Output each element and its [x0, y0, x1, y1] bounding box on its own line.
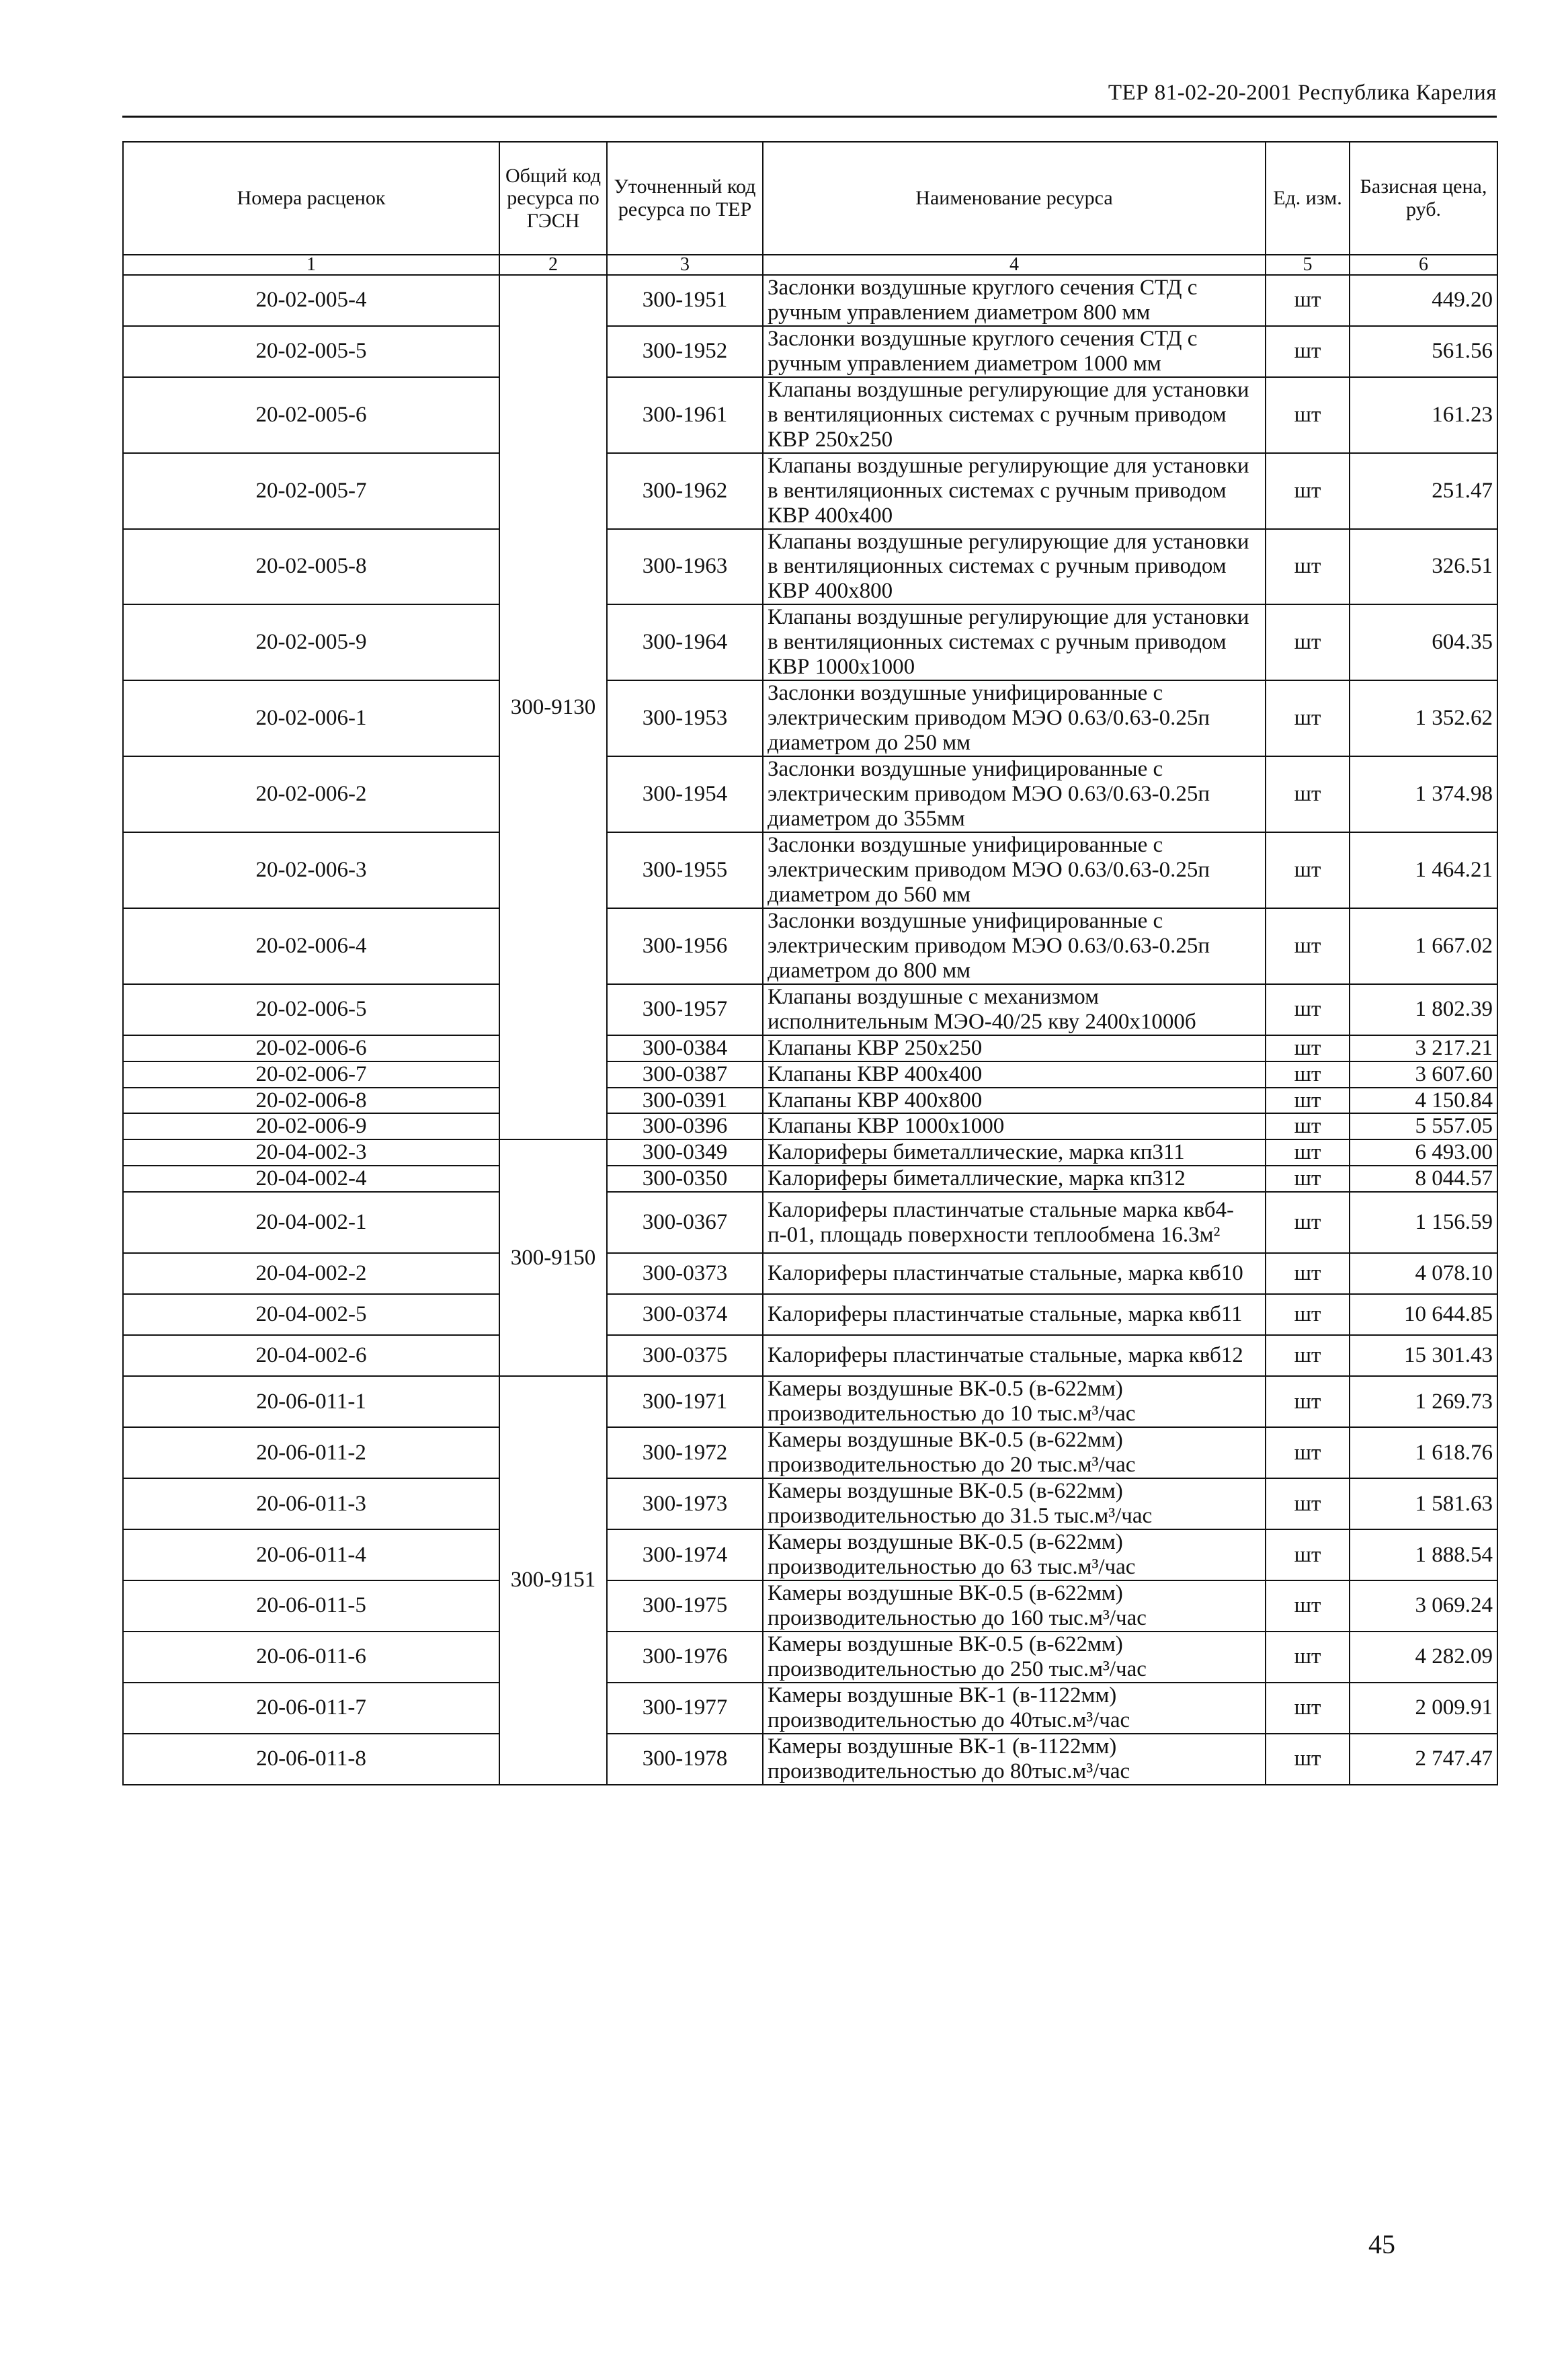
- table-row: [123, 1139, 1497, 1166]
- rate-number: 20-04-002-5: [123, 1294, 499, 1335]
- unit: шт: [1266, 1376, 1350, 1427]
- resource-name: Клапаны воздушные регулирующие для установки в вентиляционных системах с ручным приводом КВР 1000х1000: [763, 604, 1266, 680]
- table-row: [123, 1035, 1497, 1061]
- unit: шт: [1266, 275, 1350, 326]
- rate-number: 20-02-006-6: [123, 1035, 499, 1061]
- header-general-code: Общий код ресурса по ГЭСН: [499, 142, 607, 255]
- specified-resource-code: 300-0374: [607, 1294, 763, 1335]
- specified-resource-code: 300-1956: [607, 908, 763, 984]
- resource-name: Клапаны воздушные регулирующие для установки в вентиляционных системах с ручным приводом КВР 400х800: [763, 529, 1266, 605]
- unit: шт: [1266, 1253, 1350, 1294]
- table-row: [123, 1192, 1497, 1253]
- rate-number: 20-02-006-1: [123, 680, 499, 756]
- rate-number: 20-06-011-3: [123, 1478, 499, 1529]
- column-number: 1: [123, 255, 499, 275]
- unit: шт: [1266, 1632, 1350, 1683]
- resource-name: Камеры воздушные ВК-1 (в-1122мм) производительностью до 80тыс.м³/час: [763, 1734, 1266, 1785]
- table-row: [123, 1683, 1497, 1734]
- header-unit: Ед. изм.: [1266, 142, 1350, 255]
- table-row: [123, 1529, 1497, 1580]
- unit: шт: [1266, 1734, 1350, 1785]
- table-row: [123, 604, 1497, 680]
- header-base-price: Базисная цена, руб.: [1350, 142, 1497, 255]
- base-price: 3 217.21: [1350, 1035, 1497, 1061]
- table-row: [123, 1335, 1497, 1376]
- base-price: 3 069.24: [1350, 1580, 1497, 1632]
- rate-number: 20-06-011-8: [123, 1734, 499, 1785]
- table-row: [123, 832, 1497, 908]
- specified-resource-code: 300-1957: [607, 984, 763, 1035]
- resource-name: Калориферы пластинчатые стальные, марка квб11: [763, 1294, 1266, 1335]
- resource-name: Камеры воздушные ВК-0.5 (в-622мм) производительностью до 31.5 тыс.м³/час: [763, 1478, 1266, 1529]
- specified-resource-code: 300-1953: [607, 680, 763, 756]
- specified-resource-code: 300-1963: [607, 529, 763, 605]
- header-rate-numbers: Номера расценок: [123, 142, 499, 255]
- resource-name: Калориферы биметаллические, марка кп312: [763, 1166, 1266, 1192]
- base-price: 251.47: [1350, 453, 1497, 529]
- specified-resource-code: 300-0349: [607, 1139, 763, 1166]
- base-price: 604.35: [1350, 604, 1497, 680]
- unit: шт: [1266, 326, 1350, 377]
- specified-resource-code: 300-1975: [607, 1580, 763, 1632]
- rate-number: 20-04-002-4: [123, 1166, 499, 1192]
- resource-name: Клапаны КВР 400х400: [763, 1061, 1266, 1088]
- rate-number: 20-02-005-8: [123, 529, 499, 605]
- resource-name: Заслонки воздушные унифицированные с электрическим приводом МЭО 0.63/0.63-0.25п диаметром до 250 мм: [763, 680, 1266, 756]
- unit: шт: [1266, 756, 1350, 832]
- rate-number: 20-02-006-5: [123, 984, 499, 1035]
- specified-resource-code: 300-0391: [607, 1088, 763, 1114]
- specified-resource-code: 300-1952: [607, 326, 763, 377]
- base-price: 1 618.76: [1350, 1427, 1497, 1478]
- base-price: 1 156.59: [1350, 1192, 1497, 1253]
- running-header: ТЕР 81-02-20-2001 Республика Карелия: [1108, 81, 1497, 105]
- specified-resource-code: 300-1954: [607, 756, 763, 832]
- unit: шт: [1266, 984, 1350, 1035]
- unit: шт: [1266, 1192, 1350, 1253]
- rate-number: 20-06-011-2: [123, 1427, 499, 1478]
- table-row: [123, 1376, 1497, 1427]
- rate-number: 20-02-005-4: [123, 275, 499, 326]
- unit: шт: [1266, 680, 1350, 756]
- resource-name: Клапаны КВР 250х250: [763, 1035, 1266, 1061]
- rate-number: 20-02-006-8: [123, 1088, 499, 1114]
- base-price: 161.23: [1350, 377, 1497, 453]
- rate-number: 20-04-002-6: [123, 1335, 499, 1376]
- table-row: [123, 1166, 1497, 1192]
- base-price: 1 581.63: [1350, 1478, 1497, 1529]
- rate-number: 20-06-011-1: [123, 1376, 499, 1427]
- specified-resource-code: 300-0384: [607, 1035, 763, 1061]
- column-number-row: [123, 255, 1497, 275]
- table-row: [123, 275, 1497, 326]
- specified-resource-code: 300-1964: [607, 604, 763, 680]
- column-number: 5: [1266, 255, 1350, 275]
- header-resource-name: Наименование ресурса: [763, 142, 1266, 255]
- rate-number: 20-06-011-6: [123, 1632, 499, 1683]
- base-price: 2 747.47: [1350, 1734, 1497, 1785]
- resource-name: Заслонки воздушные круглого сечения СТД с ручным управлением диаметром 1000 мм: [763, 326, 1266, 377]
- table-row: [123, 1580, 1497, 1632]
- table-row: [123, 453, 1497, 529]
- table-row: [123, 984, 1497, 1035]
- table-row: [123, 1427, 1497, 1478]
- specified-resource-code: 300-0373: [607, 1253, 763, 1294]
- general-resource-code: 300-9130: [499, 275, 607, 1139]
- rate-number: 20-02-005-7: [123, 453, 499, 529]
- resource-price-table: [122, 141, 1498, 1785]
- base-price: 10 644.85: [1350, 1294, 1497, 1335]
- base-price: 4 078.10: [1350, 1253, 1497, 1294]
- resource-name: Калориферы пластинчатые стальные, марка квб10: [763, 1253, 1266, 1294]
- header-specified-code: Уточненный код ресурса по ТЕР: [607, 142, 763, 255]
- page-number: 45: [1368, 2229, 1395, 2259]
- rate-number: 20-04-002-1: [123, 1192, 499, 1253]
- specified-resource-code: 300-1974: [607, 1529, 763, 1580]
- unit: шт: [1266, 1139, 1350, 1166]
- specified-resource-code: 300-0396: [607, 1113, 763, 1139]
- general-resource-code: 300-9150: [499, 1139, 607, 1376]
- base-price: 1 464.21: [1350, 832, 1497, 908]
- specified-resource-code: 300-1961: [607, 377, 763, 453]
- table-row: [123, 1478, 1497, 1529]
- table-row: [123, 529, 1497, 605]
- base-price: 4 150.84: [1350, 1088, 1497, 1114]
- table-row: [123, 1253, 1497, 1294]
- rate-number: 20-06-011-7: [123, 1683, 499, 1734]
- unit: шт: [1266, 1478, 1350, 1529]
- unit: шт: [1266, 1580, 1350, 1632]
- specified-resource-code: 300-1976: [607, 1632, 763, 1683]
- base-price: 3 607.60: [1350, 1061, 1497, 1088]
- resource-name: Камеры воздушные ВК-0.5 (в-622мм) производительностью до 63 тыс.м³/час: [763, 1529, 1266, 1580]
- resource-name: Камеры воздушные ВК-0.5 (в-622мм) производительностью до 160 тыс.м³/час: [763, 1580, 1266, 1632]
- base-price: 15 301.43: [1350, 1335, 1497, 1376]
- specified-resource-code: 300-1971: [607, 1376, 763, 1427]
- base-price: 1 802.39: [1350, 984, 1497, 1035]
- resource-name: Калориферы биметаллические, марка кп311: [763, 1139, 1266, 1166]
- table-row: [123, 1632, 1497, 1683]
- rate-number: 20-06-011-5: [123, 1580, 499, 1632]
- unit: шт: [1266, 377, 1350, 453]
- base-price: 8 044.57: [1350, 1166, 1497, 1192]
- column-number: 3: [607, 255, 763, 275]
- unit: шт: [1266, 1427, 1350, 1478]
- unit: шт: [1266, 1683, 1350, 1734]
- rate-number: 20-02-006-9: [123, 1113, 499, 1139]
- resource-name: Клапаны воздушные с механизмом исполнительным МЭО-40/25 кву 2400х1000б: [763, 984, 1266, 1035]
- base-price: 1 888.54: [1350, 1529, 1497, 1580]
- resource-name: Заслонки воздушные унифицированные с электрическим приводом МЭО 0.63/0.63-0.25п диаметром до 355мм: [763, 756, 1266, 832]
- unit: шт: [1266, 1113, 1350, 1139]
- table-row: [123, 1113, 1497, 1139]
- unit: шт: [1266, 529, 1350, 605]
- general-resource-code: 300-9151: [499, 1376, 607, 1784]
- rate-number: 20-04-002-3: [123, 1139, 499, 1166]
- column-number: 2: [499, 255, 607, 275]
- base-price: 1 269.73: [1350, 1376, 1497, 1427]
- specified-resource-code: 300-0350: [607, 1166, 763, 1192]
- table-row: [123, 1294, 1497, 1335]
- base-price: 1 667.02: [1350, 908, 1497, 984]
- rate-number: 20-02-006-7: [123, 1061, 499, 1088]
- base-price: 561.56: [1350, 326, 1497, 377]
- table-body: [123, 275, 1497, 1785]
- resource-name: Клапаны воздушные регулирующие для установки в вентиляционных системах с ручным приводом КВР 250х250: [763, 377, 1266, 453]
- column-number: 4: [763, 255, 1266, 275]
- resource-name: Камеры воздушные ВК-0.5 (в-622мм) производительностью до 20 тыс.м³/час: [763, 1427, 1266, 1478]
- rate-number: 20-02-006-4: [123, 908, 499, 984]
- specified-resource-code: 300-1951: [607, 275, 763, 326]
- unit: шт: [1266, 1035, 1350, 1061]
- rate-number: 20-02-005-5: [123, 326, 499, 377]
- resource-name: Клапаны воздушные регулирующие для установки в вентиляционных системах с ручным приводом КВР 400х400: [763, 453, 1266, 529]
- table-row: [123, 680, 1497, 756]
- unit: шт: [1266, 1061, 1350, 1088]
- resource-name: Клапаны КВР 1000х1000: [763, 1113, 1266, 1139]
- resource-name: Камеры воздушные ВК-1 (в-1122мм) производительностью до 40тыс.м³/час: [763, 1683, 1266, 1734]
- table-row: [123, 1734, 1497, 1785]
- specified-resource-code: 300-0375: [607, 1335, 763, 1376]
- unit: шт: [1266, 908, 1350, 984]
- resource-name: Клапаны КВР 400х800: [763, 1088, 1266, 1114]
- specified-resource-code: 300-0387: [607, 1061, 763, 1088]
- unit: шт: [1266, 1166, 1350, 1192]
- resource-name: Заслонки воздушные унифицированные с электрическим приводом МЭО 0.63/0.63-0.25п диаметром до 560 мм: [763, 832, 1266, 908]
- specified-resource-code: 300-0367: [607, 1192, 763, 1253]
- unit: шт: [1266, 1294, 1350, 1335]
- rate-number: 20-06-011-4: [123, 1529, 499, 1580]
- resource-name: Камеры воздушные ВК-0.5 (в-622мм) производительностью до 10 тыс.м³/час: [763, 1376, 1266, 1427]
- column-number: 6: [1350, 255, 1497, 275]
- specified-resource-code: 300-1962: [607, 453, 763, 529]
- table-row: [123, 1088, 1497, 1114]
- unit: шт: [1266, 604, 1350, 680]
- base-price: 1 352.62: [1350, 680, 1497, 756]
- unit: шт: [1266, 832, 1350, 908]
- base-price: 2 009.91: [1350, 1683, 1497, 1734]
- resource-name: Заслонки воздушные круглого сечения СТД с ручным управлением диаметром 800 мм: [763, 275, 1266, 326]
- specified-resource-code: 300-1973: [607, 1478, 763, 1529]
- base-price: 4 282.09: [1350, 1632, 1497, 1683]
- resource-name: Камеры воздушные ВК-0.5 (в-622мм) производительностью до 250 тыс.м³/час: [763, 1632, 1266, 1683]
- rate-number: 20-02-005-6: [123, 377, 499, 453]
- unit: шт: [1266, 1529, 1350, 1580]
- rate-number: 20-04-002-2: [123, 1253, 499, 1294]
- rate-number: 20-02-005-9: [123, 604, 499, 680]
- header-rule: [122, 116, 1497, 118]
- resource-name: Заслонки воздушные унифицированные с электрическим приводом МЭО 0.63/0.63-0.25п диаметром до 800 мм: [763, 908, 1266, 984]
- specified-resource-code: 300-1972: [607, 1427, 763, 1478]
- table-row: [123, 326, 1497, 377]
- base-price: 449.20: [1350, 275, 1497, 326]
- table-row: [123, 377, 1497, 453]
- specified-resource-code: 300-1955: [607, 832, 763, 908]
- base-price: 1 374.98: [1350, 756, 1497, 832]
- unit: шт: [1266, 1335, 1350, 1376]
- base-price: 5 557.05: [1350, 1113, 1497, 1139]
- table-row: [123, 756, 1497, 832]
- table-row: [123, 1061, 1497, 1088]
- unit: шт: [1266, 453, 1350, 529]
- unit: шт: [1266, 1088, 1350, 1114]
- rate-number: 20-02-006-3: [123, 832, 499, 908]
- resource-name: Калориферы пластинчатые стальные, марка квб12: [763, 1335, 1266, 1376]
- resource-name: Калориферы пластинчатые стальные марка квб4-п-01, площадь поверхности теплообмена 16.3м²: [763, 1192, 1266, 1253]
- base-price: 6 493.00: [1350, 1139, 1497, 1166]
- specified-resource-code: 300-1977: [607, 1683, 763, 1734]
- base-price: 326.51: [1350, 529, 1497, 605]
- rate-number: 20-02-006-2: [123, 756, 499, 832]
- table-row: [123, 908, 1497, 984]
- specified-resource-code: 300-1978: [607, 1734, 763, 1785]
